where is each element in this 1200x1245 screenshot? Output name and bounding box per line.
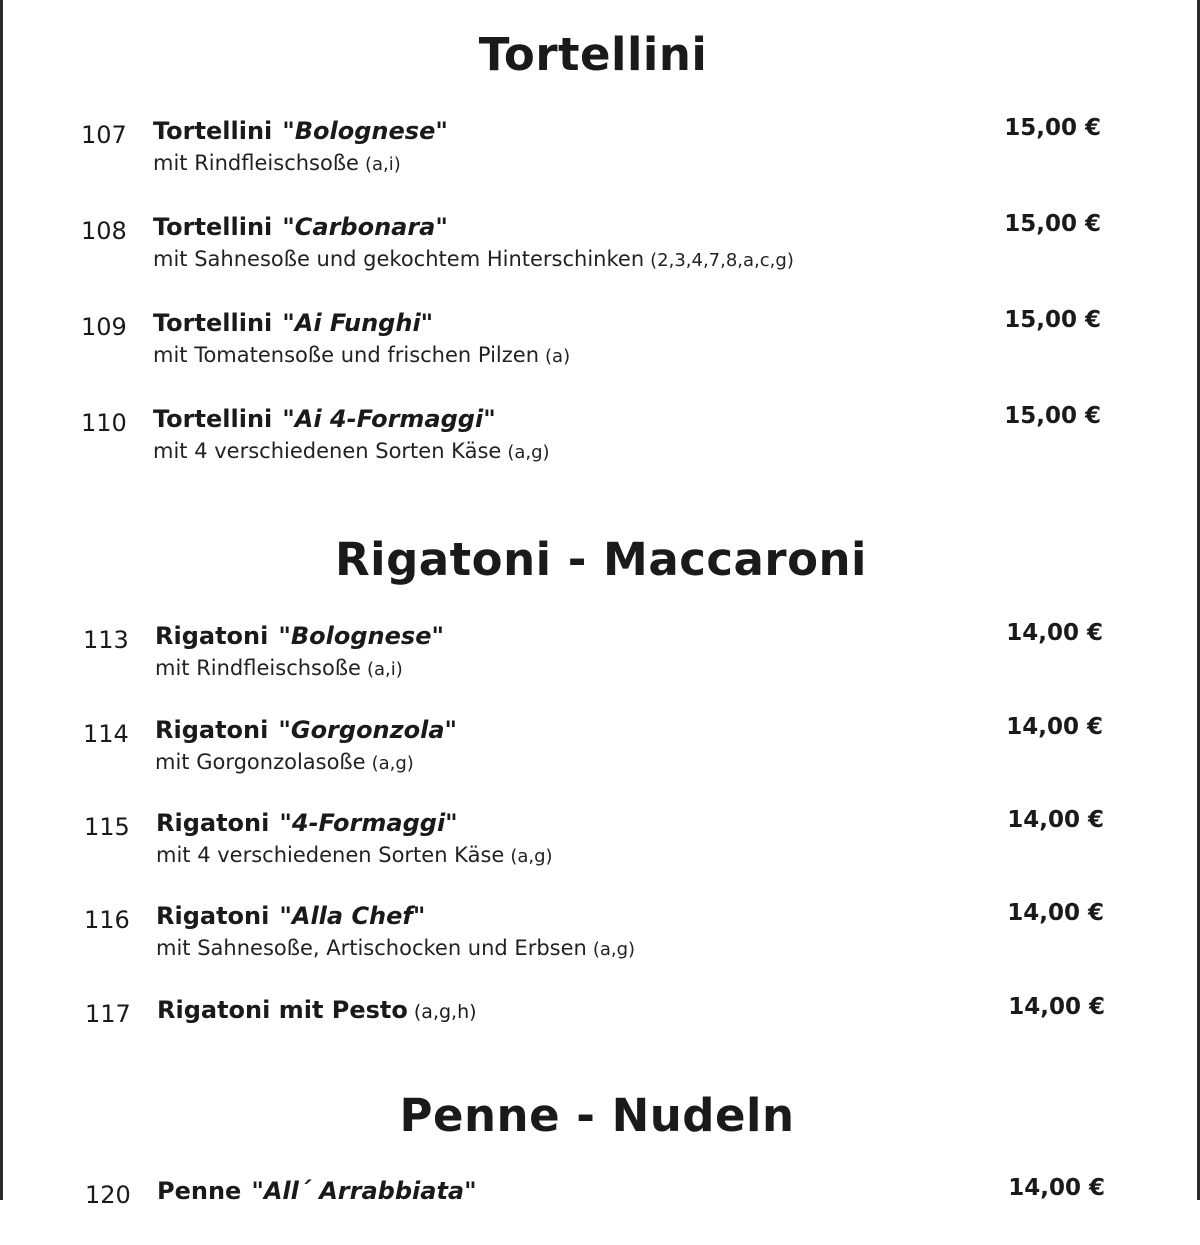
item-price: 15,00 € [1004,115,1101,141]
item-name: Penne "All´ Arrabbiata" [157,1177,477,1205]
section-title-tortellini: Tortellini [478,28,708,81]
item-price: 15,00 € [1004,403,1101,429]
section-title-penne: Penne - Nudeln [399,1089,795,1142]
item-price: 14,00 € [1006,714,1103,740]
allergen-codes: (a) [545,346,571,367]
item-number: 117 [85,1000,131,1028]
item-description: mit Sahnesoße, Artischocken und Erbsen (a,g) [156,936,636,960]
item-number: 108 [81,217,127,245]
item-price: 15,00 € [1004,307,1101,333]
allergen-codes: (a,g) [371,753,414,774]
item-description: mit Rindfleischsoße (a,i) [155,656,403,680]
item-number: 110 [81,409,127,437]
item-name: Rigatoni "Alla Chef" [156,902,426,930]
item-name: Tortellini "Carbonara" [153,213,448,241]
menu-item [84,900,1114,970]
allergen-codes: (2,3,4,7,8,a,c,g) [650,250,794,271]
menu-item [83,620,1113,690]
item-description: mit Sahnesoße und gekochtem Hinterschinken (2,3,4,7,8,a,c,g) [153,247,794,271]
item-price: 14,00 € [1007,900,1104,926]
item-number: 114 [83,720,129,748]
item-price: 14,00 € [1006,620,1103,646]
item-name: Rigatoni "4-Formaggi" [156,809,458,837]
item-name: Tortellini "Ai Funghi" [153,309,434,337]
item-number: 120 [85,1181,131,1209]
item-price: 14,00 € [1008,994,1105,1020]
item-name: Rigatoni "Gorgonzola" [155,716,458,744]
menu-item [85,994,1115,1064]
menu-item [81,403,1111,473]
item-price: 14,00 € [1008,1175,1105,1201]
item-name: Rigatoni mit Pesto (a,g,h) [157,996,477,1024]
allergen-codes: (a,g) [510,846,553,867]
item-description: mit 4 verschiedenen Sorten Käse (a,g) [153,439,550,463]
item-number: 115 [84,813,130,841]
item-description: mit Gorgonzolasoße (a,g) [155,750,414,774]
allergen-codes: (a,i) [364,154,401,175]
menu-item [81,115,1111,185]
allergen-codes: (a,g,h) [413,1001,477,1023]
menu-item [85,1175,1115,1245]
item-number: 116 [84,906,130,934]
section-title-rigatoni: Rigatoni - Maccaroni [335,533,867,586]
item-price: 15,00 € [1004,211,1101,237]
menu-item [81,307,1111,377]
item-name: Tortellini "Bolognese" [153,117,448,145]
item-name: Tortellini "Ai 4-Formaggi" [153,405,496,433]
item-price: 14,00 € [1007,807,1104,833]
item-number: 113 [83,626,129,654]
item-description: mit 4 verschiedenen Sorten Käse (a,g) [156,843,553,867]
menu-item [84,807,1114,877]
menu-item [81,211,1111,281]
allergen-codes: (a,i) [366,659,403,680]
allergen-codes: (a,g) [592,939,636,960]
item-description: mit Tomatensoße und frischen Pilzen (a) [153,343,571,367]
menu-item [83,714,1113,784]
item-name: Rigatoni "Bolognese" [155,622,444,650]
item-number: 107 [81,121,127,149]
item-number: 109 [81,313,127,341]
allergen-codes: (a,g) [507,442,550,463]
item-description: mit Rindfleischsoße (a,i) [153,151,401,175]
